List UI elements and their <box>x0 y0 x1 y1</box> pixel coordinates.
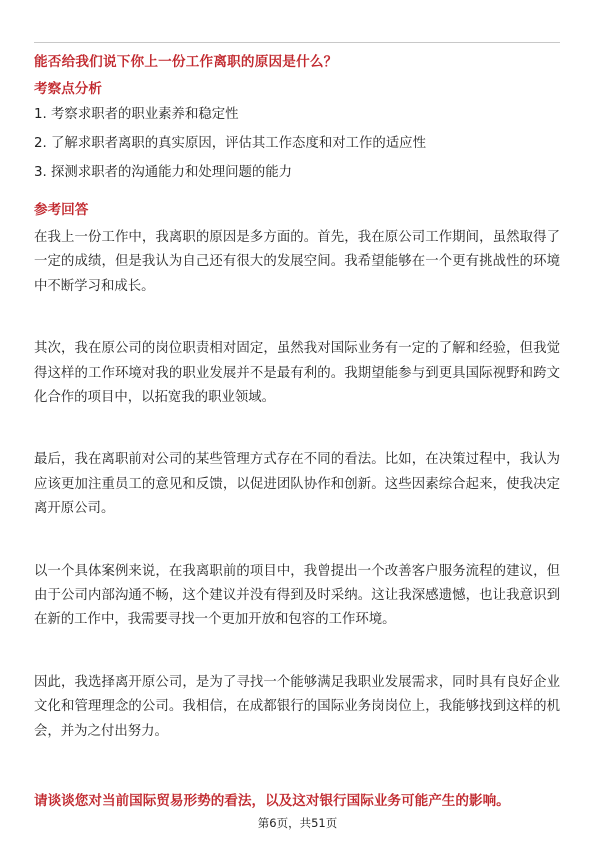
answer-paragraph: 以一个具体案例来说，在我离职前的项目中，我曾提出一个改善客户服务流程的建议，但由于公司内部沟通不畅，这个建议并没有得到及时采纳。这让我深感遗憾，也让我意识到在新的工作中，我需要寻找一个更加开放和包容的工作环境。 <box>34 563 560 628</box>
answer-paragraph: 因此，我选择离开原公司，是为了寻找一个能够满足我职业发展需求，同时具有良好企业文化和管理理念的公司。我相信，在成都银行的国际业务岗岗位上，我能够找到这样的机会，并为之付出努力。 <box>34 674 560 739</box>
analysis-item: 3. 探测求职者的沟通能力和处理问题的能力 <box>34 165 293 180</box>
answer-heading: 参考回答 <box>34 202 89 218</box>
question-title: 能否给我们说下你上一份工作离职的原因是什么？ <box>34 54 338 70</box>
answer-paragraph: 在我上一份工作中，我离职的原因是多方面的。首先，我在原公司工作期间，虽然取得了一定的成绩，但是我认为自己还有很大的发展空间。我希望能够在一个更有挑战性的环境中不断学习和成长。 <box>34 230 560 294</box>
analysis-heading: 考察点分析 <box>34 81 102 97</box>
next-question-title: 请谈谈您对当前国际贸易形势的看法，以及这对银行国际业务可能产生的影响。 <box>34 793 510 809</box>
answer-paragraph: 最后，我在离职前对公司的某些管理方式存在不同的看法。比如，在决策过程中，我认为应该更加注重员工的意见和反馈，以促进团队协作和创新。这些因素综合起来，使我决定离开原公司。 <box>34 452 560 517</box>
answer-body <box>34 226 560 782</box>
analysis-item: 1. 考察求职者的职业素养和稳定性 <box>34 107 239 122</box>
page-number: 第6页，共51页 <box>257 816 338 830</box>
analysis-list <box>34 105 560 192</box>
answer-paragraph: 其次，我在原公司的岗位职责相对固定，虽然我对国际业务有一定的了解和经验，但我觉得这样的工作环境对我的职业发展并不是最有利的。我期望能参与到更具国际视野和跨文化合作的项目中，以拓宽我的职业领域。 <box>34 341 560 406</box>
header-rule <box>34 42 560 43</box>
analysis-item: 2. 了解求职者离职的真实原因，评估其工作态度和对工作的适应性 <box>34 136 426 151</box>
